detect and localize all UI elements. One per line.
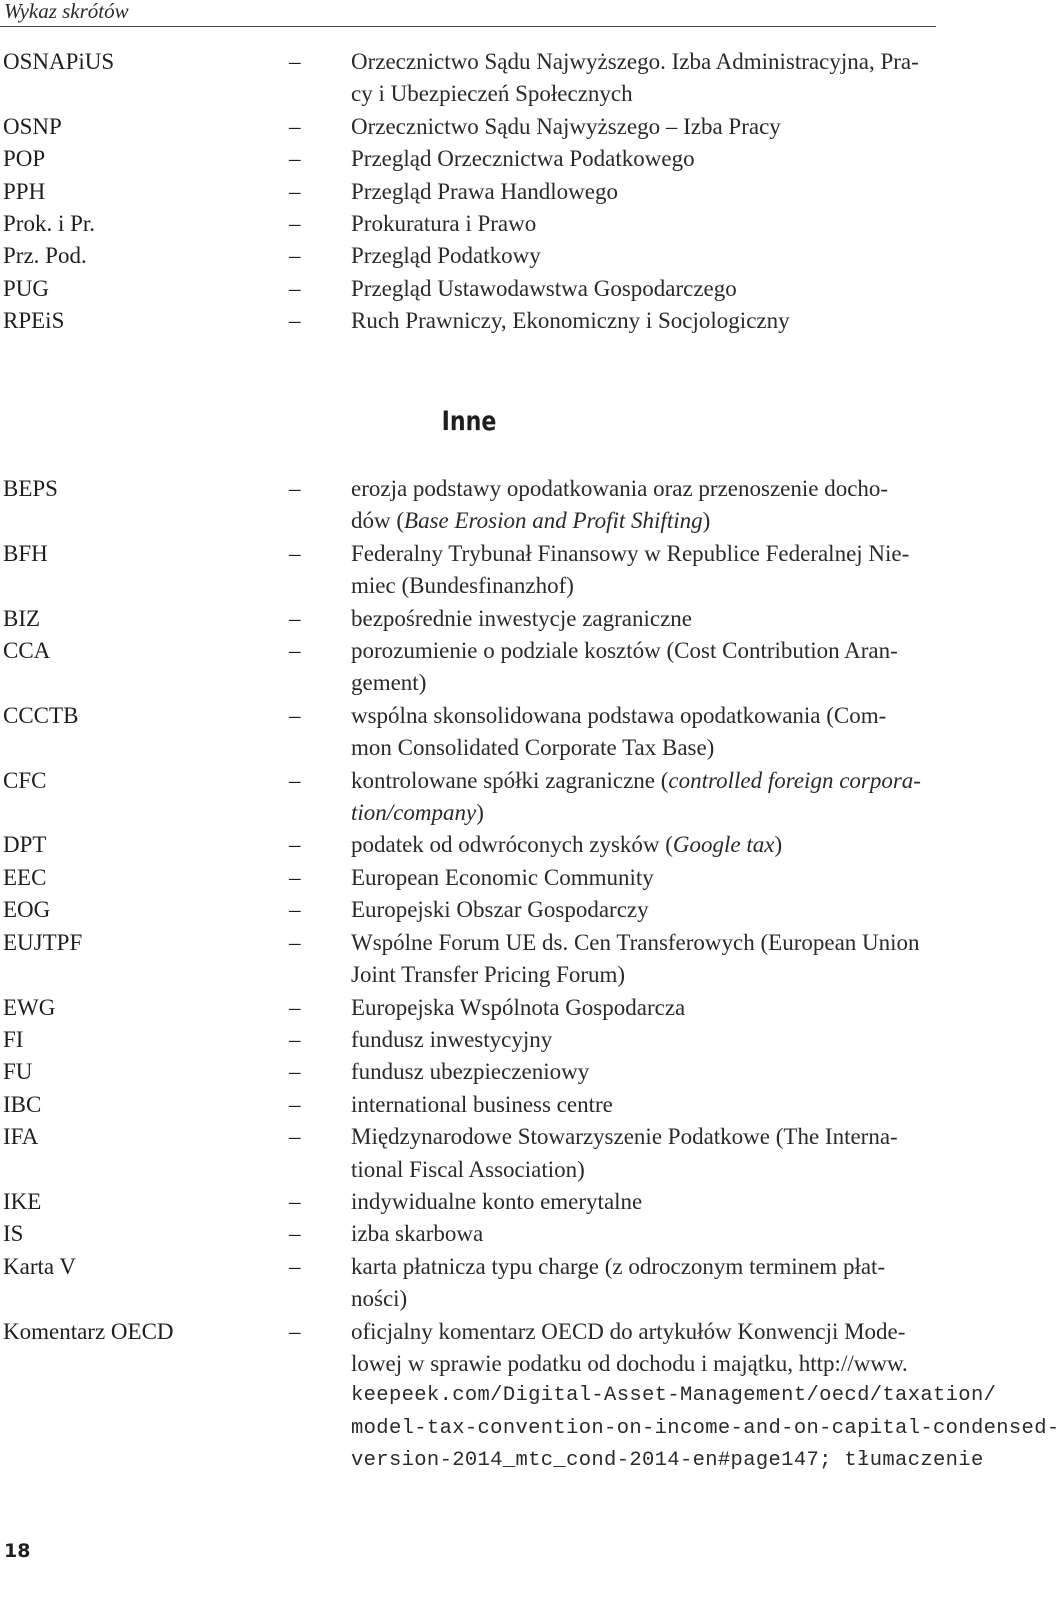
list-item: [0, 111, 940, 143]
definition: bezpośrednie inwestycje zagraniczne: [351, 605, 692, 631]
list-item: [0, 240, 940, 272]
list-item: [0, 176, 940, 208]
dash: –: [289, 1091, 301, 1117]
abbreviation: IKE: [3, 1188, 42, 1214]
list-item: [0, 538, 940, 603]
list-item: [0, 1186, 940, 1218]
abbreviation: IFA: [3, 1124, 39, 1150]
definition: Międzynarodowe Stowarzyszenie Podatkowe (The Interna- tional Fiscal Association): [351, 1124, 898, 1182]
dash: –: [289, 1059, 301, 1085]
abbreviation: OSNP: [3, 113, 62, 139]
definition: fundusz inwestycyjny: [351, 1026, 553, 1052]
dash: –: [289, 605, 301, 631]
dash: –: [289, 864, 301, 890]
definition: izba skarbowa: [351, 1221, 484, 1247]
abbreviation: Karta V: [3, 1253, 77, 1279]
section-title: Inne: [441, 406, 497, 437]
list-item: [0, 1056, 940, 1088]
definition: Prokuratura i Prawo: [351, 211, 537, 237]
abbreviation: EEC: [3, 864, 47, 890]
definition: Federalny Trybunał Finansowy w Republice Federalnej Nie- miec (Bundesfinanzhof): [351, 540, 910, 599]
dash: –: [289, 476, 301, 501]
abbreviation: IS: [3, 1221, 24, 1247]
definition: oficjalny komentarz OECD do artykułów Konwencji Mode- lowej w sprawie podatku od dochodu i majątku, http://www. keepeek.com/Digital-Asset-Management/oecd/taxation/ model-tax-convention-on-income-and-on-capital-condensed- version-2014_mtc_cond-2014-en#page147; tłumaczenie: [351, 1318, 1060, 1473]
list-item: [0, 1251, 940, 1316]
abbreviation: RPEiS: [3, 308, 65, 334]
abbreviation: EOG: [3, 897, 51, 923]
dash: –: [289, 929, 301, 955]
definition: Przegląd Prawa Handlowego: [351, 178, 618, 204]
definition: Europejski Obszar Gospodarczy: [351, 897, 649, 923]
dash: –: [289, 1318, 301, 1344]
abbreviation: PUG: [3, 275, 50, 301]
dash: –: [289, 113, 301, 139]
dash: –: [289, 897, 301, 923]
definition: wspólna skonsolidowana podstawa opodatkowania (Com- mon Consolidated Corporate Tax Base): [351, 702, 887, 761]
list-item: [0, 1121, 940, 1186]
abbreviation: CCCTB: [3, 702, 79, 728]
list-item: [0, 1218, 940, 1250]
abbreviation: BEPS: [3, 476, 58, 501]
abbreviation: IBC: [3, 1091, 42, 1117]
definition: European Economic Community: [351, 864, 654, 890]
abbreviation: BFH: [3, 540, 48, 566]
list-item: [0, 992, 940, 1024]
definition: international business centre: [351, 1091, 613, 1117]
dash: –: [289, 1026, 301, 1052]
definition: Orzecznictwo Sądu Najwyższego. Izba Administracyjna, Pra- cy i Ubezpieczeń Społecznych: [351, 49, 919, 107]
dash: –: [289, 243, 301, 269]
list-item: [0, 862, 940, 894]
list-item: [0, 700, 940, 765]
dash: –: [289, 178, 301, 204]
abbreviation: Prok. i Pr.: [3, 211, 96, 237]
dash: –: [289, 638, 301, 664]
abbreviation: FU: [3, 1059, 33, 1085]
dash: –: [289, 211, 301, 237]
definition: erozja podstawy opodatkowania oraz przenoszenie docho- dów (Base Erosion and Profit Shifting): [351, 476, 889, 534]
definition: Wspólne Forum UE ds. Cen Transferowych (European Union Joint Transfer Pricing Forum): [351, 929, 920, 988]
definition: kontrolowane spółki zagraniczne (controlled foreign corpora- tion/company): [351, 767, 921, 826]
definition: Przegląd Orzecznictwa Podatkowego: [351, 146, 695, 172]
dash: –: [289, 275, 301, 301]
dash: –: [289, 308, 301, 334]
list-item: [0, 1089, 940, 1121]
list-item: [0, 927, 940, 992]
abbreviation: BIZ: [3, 605, 41, 631]
dash: –: [289, 540, 301, 566]
definition: porozumienie o podziale kosztów (Cost Contribution Aran- gement): [351, 638, 898, 696]
abbreviation: CCA: [3, 638, 51, 664]
list-item: [0, 305, 940, 337]
list-item: [0, 829, 940, 861]
definition: Przegląd Podatkowy: [351, 243, 541, 269]
definition: Europejska Wspólnota Gospodarcza: [351, 994, 686, 1020]
dash: –: [289, 702, 301, 728]
definition: fundusz ubezpieczeniowy: [351, 1059, 590, 1085]
definition: Przegląd Ustawodawstwa Gospodarczego: [351, 275, 737, 301]
dash: –: [289, 1188, 301, 1214]
list-item: [0, 603, 940, 635]
dash: –: [289, 1253, 301, 1279]
list-item: [0, 1024, 940, 1056]
abbreviation: Prz. Pod.: [3, 243, 87, 269]
list-item: [0, 765, 940, 830]
abbreviation: EWG: [3, 994, 56, 1020]
list-item: [0, 1316, 1060, 1478]
abbreviation: FI: [3, 1026, 24, 1052]
list-item: [0, 208, 940, 240]
dash: –: [289, 1221, 301, 1247]
dash: –: [289, 832, 301, 858]
dash: –: [289, 146, 301, 172]
abbreviation: POP: [3, 146, 46, 172]
list-item: [0, 273, 940, 305]
abbreviation: Komentarz OECD: [3, 1318, 174, 1344]
abbreviation: CFC: [3, 767, 47, 793]
definition: indywidualne konto emerytalne: [351, 1188, 643, 1214]
list-item: [0, 894, 940, 926]
list-item: [0, 143, 940, 175]
journal-abbreviation-list: [0, 46, 940, 338]
list-item: [0, 473, 940, 538]
abbreviation: PPH: [3, 178, 46, 204]
dash: –: [289, 1124, 301, 1150]
definition: Ruch Prawniczy, Ekonomiczny i Socjologiczny: [351, 308, 790, 334]
other-abbreviation-list: [0, 473, 1060, 1478]
running-head: Wykaz skrótów: [4, 0, 129, 23]
page-number: 18: [4, 1540, 31, 1562]
definition: Orzecznictwo Sądu Najwyższego – Izba Pracy: [351, 113, 781, 139]
definition: karta płatnicza typu charge (z odroczonym terminem płat- ności): [351, 1253, 886, 1312]
header-rule: [0, 26, 936, 27]
definition: podatek od odwróconych zysków (Google tax): [351, 832, 783, 858]
list-item: [0, 635, 940, 700]
abbreviation: OSNAPiUS: [3, 49, 115, 74]
dash: –: [289, 49, 301, 74]
dash: –: [289, 994, 301, 1020]
list-item: [0, 46, 940, 111]
abbreviation: DPT: [3, 832, 47, 858]
abbreviation: EUJTPF: [3, 929, 83, 955]
dash: –: [289, 767, 301, 793]
